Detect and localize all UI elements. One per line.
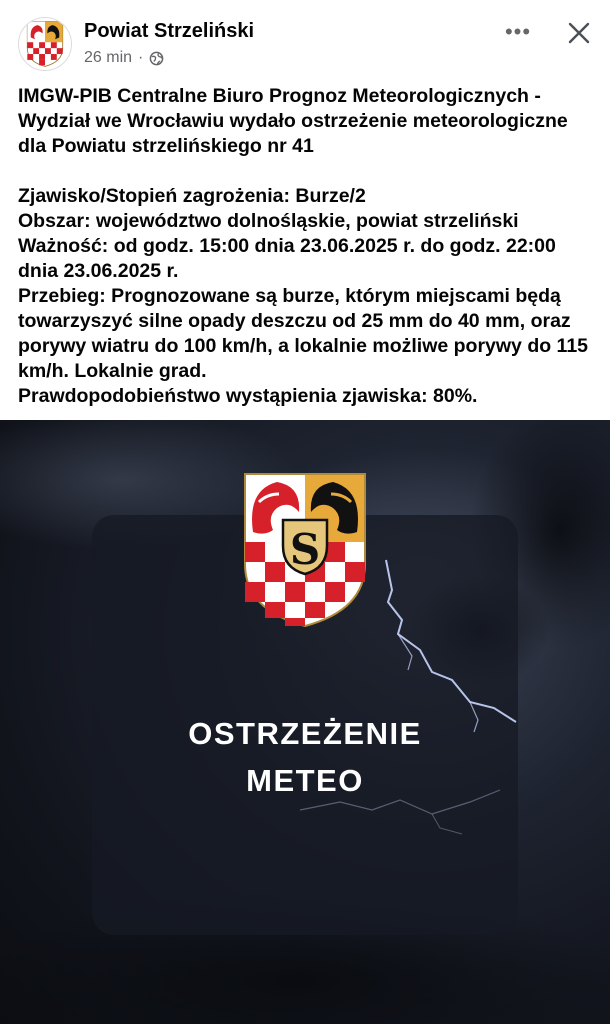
warning-title [92,710,518,804]
page-avatar[interactable] [18,17,72,71]
post-time[interactable]: 26 min [84,49,133,66]
more-options-icon: ••• [504,19,532,44]
post-header [0,0,610,80]
post-meta [84,49,164,67]
globe-icon [149,51,164,66]
post-text-area: Obszar: województwo dolnośląskie, powiat strzeliński [18,210,519,232]
warning-title-line1: OSTRZEŻENIE [188,716,422,751]
post-image[interactable] [0,420,610,1024]
coat-letter: S [289,525,321,574]
post-text-course: Przebieg: Prognozowane są burze, którym miejscami będą towarzyszyć silne opady deszczu od 25 mm do 40 mm, oraz porywy wiatru do 100 km/h, a lokalnie możliwe porywy do 115 km/h. Lokalnie grad. [18,285,589,382]
post-text-intro: IMGW-PIB Centralne Biuro Prognoz Meteorologicznych - Wydział we Wrocławiu wydało ostrzeżenie meteorologiczne dla Powiatu strzelińskiego nr 41 [18,85,568,157]
page-name[interactable]: Powiat Strzeliński [84,20,255,42]
close-button[interactable] [560,14,598,52]
coat-of-arms-logo [243,472,367,628]
close-icon [567,21,591,45]
post-text-probability: Prawdopodobieństwo wystąpienia zjawiska: 80%. [18,385,478,407]
post-text [18,84,598,409]
more-options-button[interactable] [498,18,538,46]
coat-of-arms-icon [25,21,65,67]
meta-separator: · [138,49,144,66]
warning-title-line2: METEO [246,763,364,798]
post-text-validity: Ważność: od godz. 15:00 dnia 23.06.2025 r. do godz. 22:00 dnia 23.06.2025 r. [18,235,556,282]
post-text-phenomenon: Zjawisko/Stopień zagrożenia: Burze/2 [18,185,366,207]
